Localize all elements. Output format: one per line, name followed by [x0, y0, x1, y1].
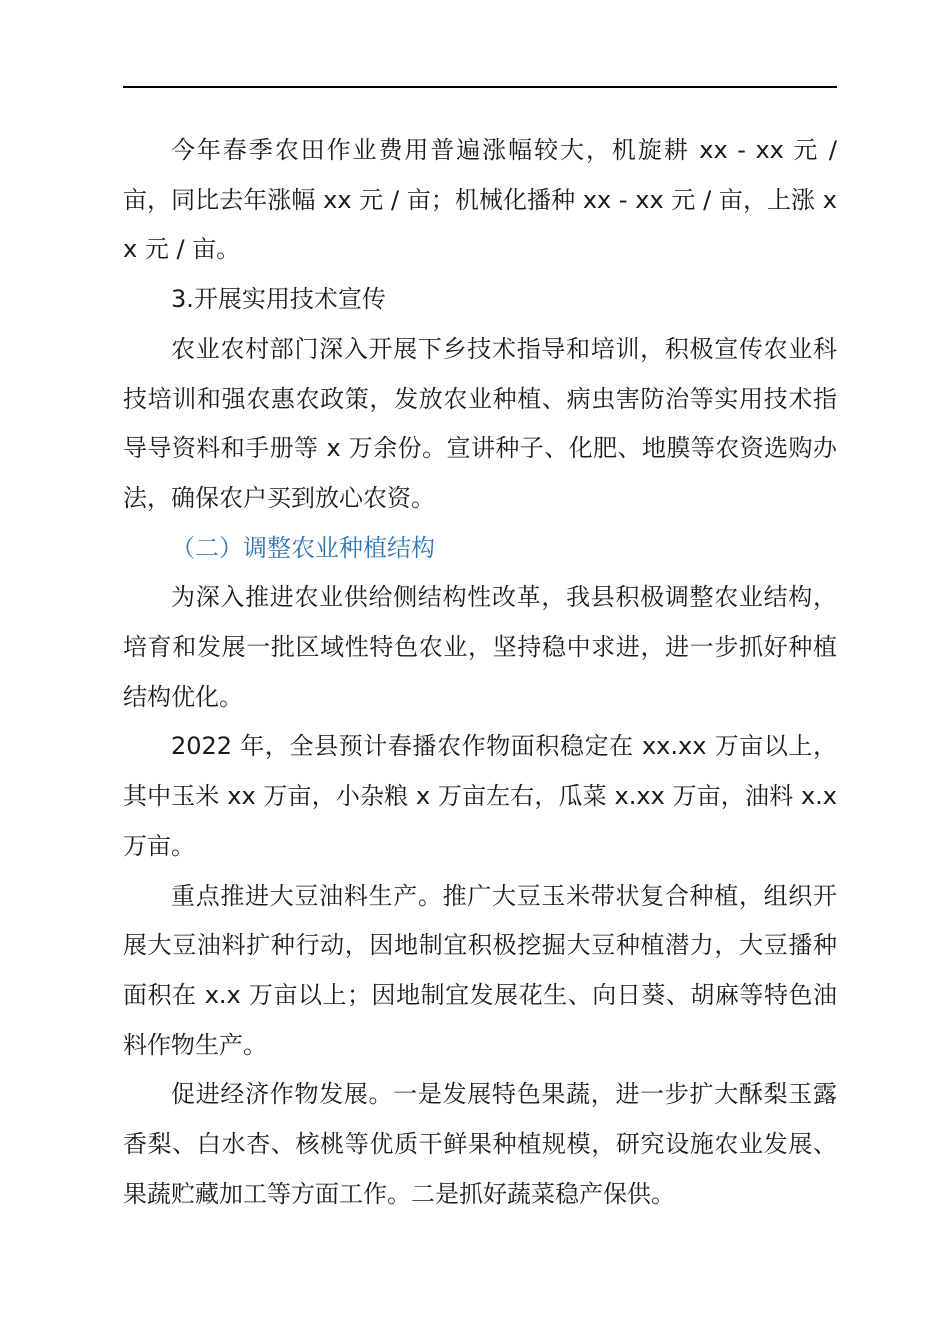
paragraph-field-operation-costs: 今年春季农田作业费用普遍涨幅较大，机旋耕 xx - xx 元 / 亩，同比去年涨幅 xx 元 / 亩；机械化播种 xx - xx 元 / 亩，上涨 xx 元 / 亩。: [123, 136, 837, 264]
paragraph-spring-sowing-area: 2022 年，全县预计春播农作物面积稳定在 xx.xx 万亩以上，其中玉米 xx 万亩，小杂粮 x 万亩左右，瓜菜 x.xx 万亩，油料 x.x 万亩。: [123, 732, 837, 860]
section-heading-technology-promotion: 3.开展实用技术宣传: [171, 285, 386, 314]
section-heading-planting-structure: （二）调整农业种植结构: [171, 533, 435, 562]
paragraph-cash-crops: 促进经济作物发展。一是发展特色果蔬，进一步扩大酥梨玉露香梨、白水杏、核桃等优质干鲜果种植规模，研究设施农业发展、果蔬贮藏加工等方面工作。二是抓好蔬菜稳产保供。: [123, 1080, 837, 1208]
document-body: [123, 126, 837, 1219]
paragraph-technical-training: 农业农村部门深入开展下乡技术指导和培训，积极宣传农业科技培训和强农惠农政策，发放农业种植、病虫害防治等实用技术指导导资料和手册等 x 万余份。宣讲种子、化肥、地膜等农资选购办法，确保农户买到放心农资。: [123, 334, 837, 512]
paragraph-soybean-oil-crops: 重点推进大豆油料生产。推广大豆玉米带状复合种植，组织开展大豆油料扩种行动，因地制宜积极挖掘大豆种植潜力，大豆播种面积在 x.x 万亩以上；因地制宜发展花生、向日葵、胡麻等特色油料作物生产。: [123, 881, 837, 1059]
header-rule: [123, 86, 837, 88]
paragraph-structural-reform: 为深入推进农业供给侧结构性改革，我县积极调整农业结构，培育和发展一批区域性特色农业，坚持稳中求进，进一步抓好种植结构优化。: [123, 583, 837, 711]
